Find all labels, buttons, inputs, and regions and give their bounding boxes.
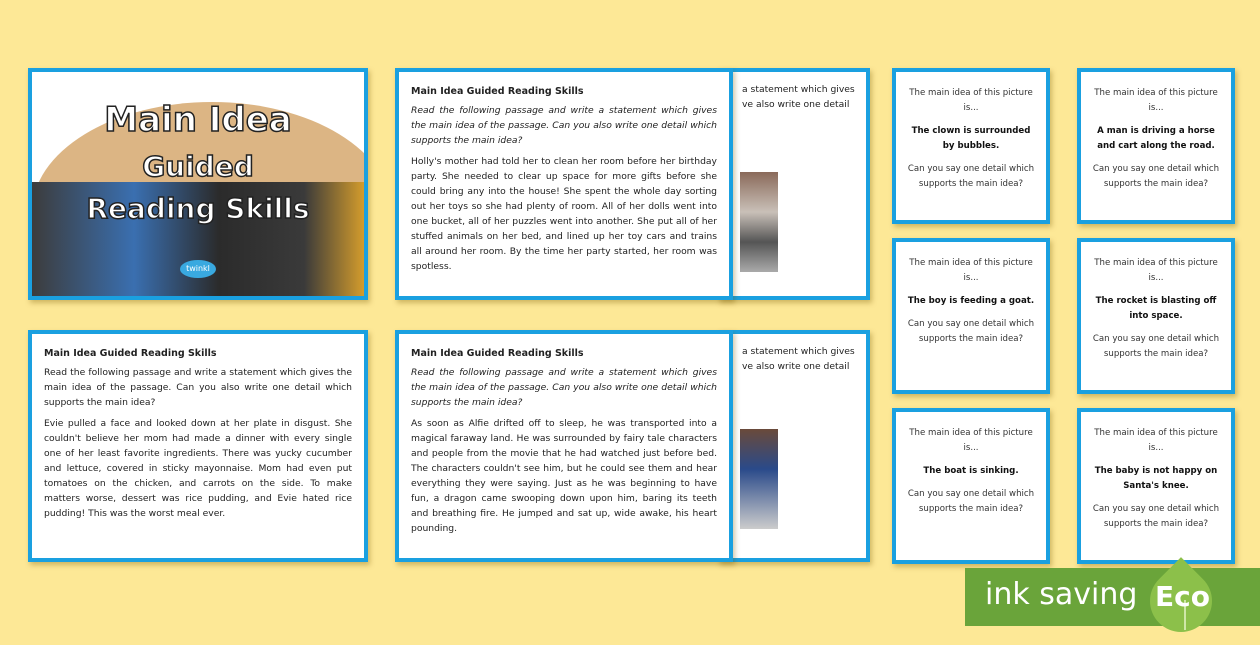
main-idea: The boat is sinking. <box>923 466 1019 476</box>
partial-text: a statement which gives ve also write one detail <box>742 84 855 110</box>
picture-card <box>1077 238 1235 394</box>
prompt: The main idea of this picture is... <box>909 258 1033 283</box>
photo <box>740 172 778 272</box>
eco-banner <box>965 568 1260 626</box>
detail-prompt: Can you say one detail which supports the main idea? <box>1092 504 1220 529</box>
main-idea: The rocket is blasting off into space. <box>1095 296 1217 321</box>
prompt: The main idea of this picture is... <box>1094 88 1218 113</box>
detail-prompt: Can you say one detail which supports the main idea? <box>907 489 1035 514</box>
instructions: Read the following passage and write a statement which gives the main idea of the passage. Can you also write one detail which supports the main idea? <box>44 367 352 408</box>
twinkl-logo: twinkl <box>180 260 216 278</box>
stacked-card-behind <box>718 330 870 562</box>
passage-text: As soon as Alfie drifted off to sleep, he was transported into a magical faraway land. He was surrounded by fairy tale characters and people from the movie that he had watched just before bed. The characters couldn't see him, but he could see them and hear everything they were saying. Just as he was beginning to have fun, a dragon came swooping down upon him, baring its teeth and breathing fire. He jumped and sat up, wide awake, his heart pounding. <box>411 418 717 534</box>
detail-prompt: Can you say one detail which supports the main idea? <box>1092 334 1220 359</box>
ink-saving-label: ink saving <box>985 577 1138 612</box>
instructions: Read the following passage and write a statement which gives the main idea of the passage. Can you also write one detail which supports the main idea? <box>411 367 717 408</box>
card-heading: Main Idea Guided Reading Skills <box>411 86 584 97</box>
main-idea: The clown is surrounded by bubbles. <box>911 126 1031 151</box>
instructions: Read the following passage and write a statement which gives the main idea of the passage. Can you also write one detail which supports the main idea? <box>411 105 717 146</box>
passage-card-evie <box>28 330 368 562</box>
title-line-3: Reading Skills <box>86 192 310 225</box>
eco-label: Eco <box>1155 580 1210 613</box>
picture-card <box>892 408 1050 564</box>
passage-text: Evie pulled a face and looked down at her plate in disgust. She couldn't believe her mom had made a dinner with every single one of her least favorite ingredients. There was yucky cucumber and lettuce, covered in sticky mayonnaise. Mom had even put tomatoes on the chicken, and carrots on the side. To make matters worse, dessert was rice pudding, and Evie hated rice pudding! This was the worst meal ever. <box>44 418 352 519</box>
detail-prompt: Can you say one detail which supports the main idea? <box>907 164 1035 189</box>
picture-card <box>892 68 1050 224</box>
title-line-2: Guided <box>142 150 254 183</box>
main-idea: A man is driving a horse and cart along the road. <box>1097 126 1215 151</box>
main-idea: The boy is feeding a goat. <box>907 296 1035 306</box>
prompt: The main idea of this picture is... <box>909 88 1033 113</box>
passage-card-holly <box>395 68 733 300</box>
main-idea: The baby is not happy on Santa's knee. <box>1094 466 1218 491</box>
card-heading: Main Idea Guided Reading Skills <box>44 348 217 359</box>
stacked-card-behind <box>718 68 870 300</box>
picture-card <box>892 238 1050 394</box>
detail-prompt: Can you say one detail which supports the main idea? <box>907 319 1035 344</box>
prompt: The main idea of this picture is... <box>1094 428 1218 453</box>
detail-prompt: Can you say one detail which supports the main idea? <box>1092 164 1220 189</box>
card-heading: Main Idea Guided Reading Skills <box>411 348 584 359</box>
prompt: The main idea of this picture is... <box>1094 258 1218 283</box>
photo <box>740 429 778 529</box>
passage-text: Holly's mother had told her to clean her room before her birthday party. She needed to clear up space for more gifts before she could bring any into the house! She spent the whole day sorting out her toys so she had plenty of room. All of her dolls went into one bucket, all of her puzzles went into another. She put all of her stuffed animals on her bed, and lined up her toy cars and trains all around her room. By the time her party started, her room was spotless. <box>411 156 717 272</box>
passage-card-alfie <box>395 330 733 562</box>
prompt: The main idea of this picture is... <box>909 428 1033 453</box>
picture-card <box>1077 408 1235 564</box>
title-line-1: Main Idea <box>104 100 292 140</box>
partial-text: a statement which gives ve also write one detail <box>742 346 855 372</box>
title-card <box>28 68 368 300</box>
picture-card <box>1077 68 1235 224</box>
